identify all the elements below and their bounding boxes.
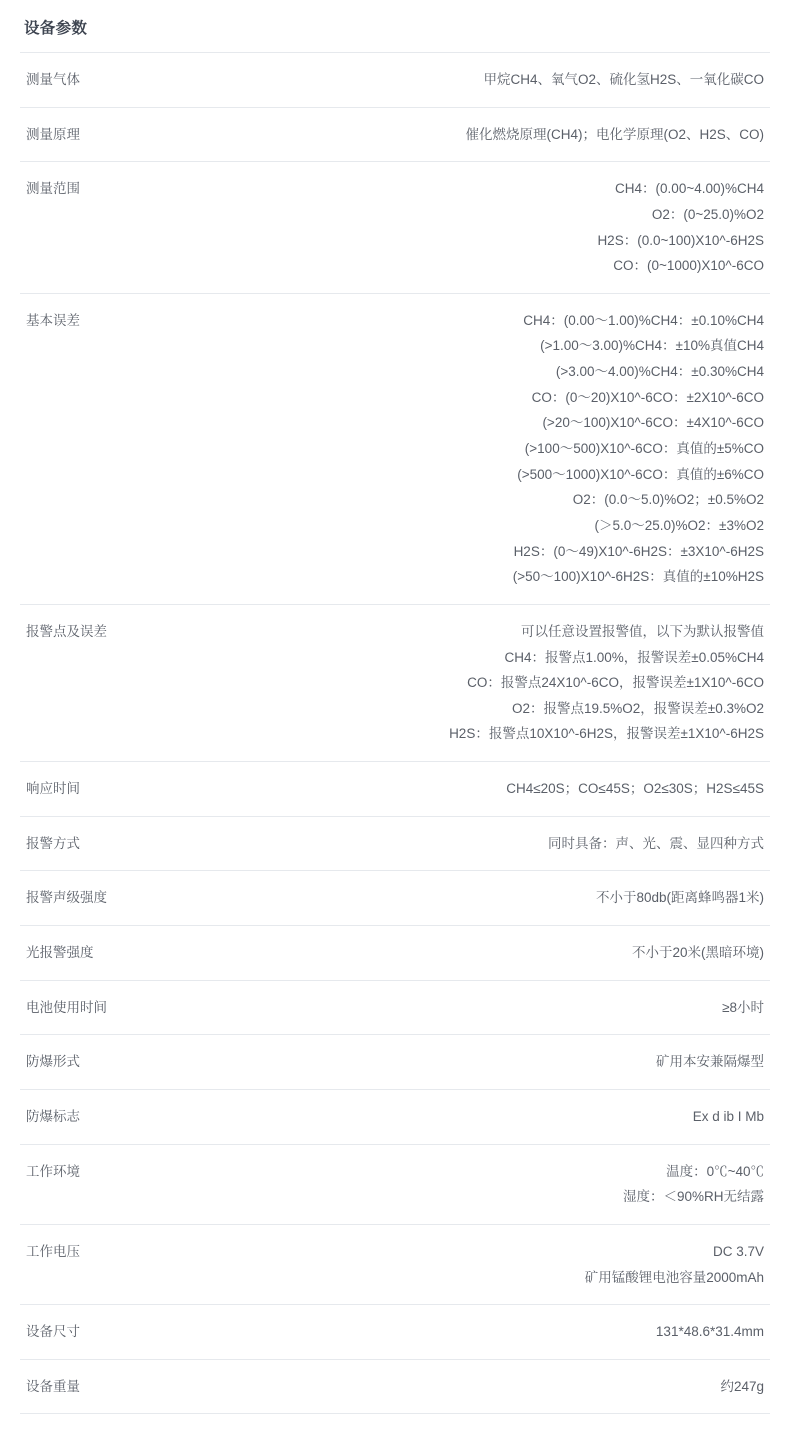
parameter-value xyxy=(220,816,770,871)
table-row xyxy=(20,871,770,926)
table-row xyxy=(20,162,770,294)
parameter-value-line: H2S：报警点10X10^-6H2S，报警误差±1X10^-6H2S xyxy=(449,726,764,742)
table-body xyxy=(20,53,770,1414)
parameter-value-line: O2：报警点19.5%O2，报警误差±0.3%O2 xyxy=(512,700,764,716)
parameter-label: 光报警强度 xyxy=(26,945,94,961)
parameter-value-line: (>3.00～4.00)%CH4：±0.30%CH4 xyxy=(555,364,764,380)
parameter-value-line: O2：(0~25.0)%O2 xyxy=(651,206,764,222)
parameter-value xyxy=(220,293,770,604)
parameter-label: 设备尺寸 xyxy=(26,1324,80,1340)
parameter-label: 基本误差 xyxy=(26,312,80,328)
parameter-value xyxy=(220,1144,770,1224)
parameter-value xyxy=(220,1089,770,1144)
parameter-value-line: (＞5.0～25.0)%O2：±3%O2 xyxy=(594,517,764,533)
table-row xyxy=(20,107,770,162)
page-title: 设备参数 xyxy=(24,20,88,37)
table-row xyxy=(20,816,770,871)
parameter-label: 防爆标志 xyxy=(26,1108,80,1124)
parameter-value-line: (>1.00～3.00)%CH4：±10%真值CH4 xyxy=(540,338,764,354)
parameter-value xyxy=(220,1035,770,1090)
parameter-value-line: 同时具备：声、光、震、显四种方式 xyxy=(548,835,764,851)
parameter-label: 工作环境 xyxy=(26,1163,80,1179)
table-row xyxy=(20,1224,770,1304)
parameter-value-line: CH4：(0.00～1.00)%CH4：±0.10%CH4 xyxy=(523,312,764,328)
parameter-value-line: (>20～100)X10^-6CO：±4X10^-6CO xyxy=(542,415,764,431)
table-row xyxy=(20,1359,770,1414)
parameter-label: 响应时间 xyxy=(26,781,80,797)
parameter-value xyxy=(220,53,770,108)
parameter-value-line: CH4≤20S；CO≤45S；O2≤30S；H2S≤45S xyxy=(506,781,764,797)
table-row xyxy=(20,1305,770,1360)
parameter-value-line: 不小于20米(黑暗环境) xyxy=(631,945,764,961)
parameter-label: 防爆形式 xyxy=(26,1054,80,1070)
parameter-value xyxy=(220,926,770,981)
parameter-value-line: 不小于80db(距离蜂鸣器1米) xyxy=(595,890,764,906)
parameter-value-line: (>100～500)X10^-6CO：真值的±5%CO xyxy=(524,441,764,457)
table-row xyxy=(20,1035,770,1090)
parameter-value xyxy=(220,604,770,761)
table-row xyxy=(20,1089,770,1144)
parameter-value-line: 131*48.6*31.4mm xyxy=(655,1324,764,1340)
parameter-value xyxy=(220,1224,770,1304)
parameter-label: 工作电压 xyxy=(26,1243,80,1259)
parameter-value xyxy=(220,1359,770,1414)
parameter-label: 测量范围 xyxy=(26,181,80,197)
parameter-value-line: H2S：(0.0~100)X10^-6H2S xyxy=(597,232,764,248)
parameter-value xyxy=(220,762,770,817)
parameter-value-line: CH4：(0.00~4.00)%CH4 xyxy=(615,181,764,197)
parameter-value-line: CH4：报警点1.00%，报警误差±0.05%CH4 xyxy=(504,649,764,665)
table-row xyxy=(20,762,770,817)
parameter-value-line: (>500～1000)X10^-6CO：真值的±6%CO xyxy=(517,466,764,482)
table-row xyxy=(20,293,770,604)
parameter-value-line: Ex d ib I Mb xyxy=(692,1108,764,1124)
table-row xyxy=(20,926,770,981)
parameter-value xyxy=(220,871,770,926)
parameter-value xyxy=(220,1305,770,1360)
parameter-label: 测量气体 xyxy=(26,72,80,87)
parameter-value-line: (>50～100)X10^-6H2S：真值的±10%H2S xyxy=(512,569,764,585)
parameter-value-line: 温度：0℃~40℃ xyxy=(666,1163,764,1179)
parameter-value-line: 催化燃烧原理(CH4)；电化学原理(O2、H2S、CO) xyxy=(465,126,764,142)
parameter-value-line: CO：(0～20)X10^-6CO：±2X10^-6CO xyxy=(531,389,764,405)
parameter-value-line: DC 3.7V xyxy=(712,1243,764,1259)
table-row xyxy=(20,604,770,761)
table-row xyxy=(20,1144,770,1224)
parameter-label: 测量原理 xyxy=(26,126,80,142)
table-row xyxy=(20,980,770,1035)
parameter-value-line: CO：报警点24X10^-6CO，报警误差±1X10^-6CO xyxy=(467,675,764,691)
parameter-value-line: O2：(0.0～5.0)%O2；±0.5%O2 xyxy=(572,492,764,508)
parameter-value-line: 矿用本安兼隔爆型 xyxy=(656,1054,764,1070)
parameter-label: 报警方式 xyxy=(26,835,80,851)
parameter-label: 报警点及误差 xyxy=(26,623,107,639)
parameter-value xyxy=(220,980,770,1035)
parameter-label: 电池使用时间 xyxy=(26,999,107,1015)
parameter-label: 设备重量 xyxy=(26,1378,80,1394)
parameter-label: 报警声级强度 xyxy=(26,890,107,906)
parameter-value-line: 约247g xyxy=(720,1378,764,1394)
parameter-value-line: 甲烷CH4、氧气O2、硫化氢H2S、一氧化碳CO xyxy=(483,72,764,87)
parameter-value-line: 矿用锰酸锂电池容量2000mAh xyxy=(584,1269,764,1285)
parameter-value-line: CO：(0~1000)X10^-6CO xyxy=(613,258,764,274)
table-row xyxy=(20,53,770,108)
parameter-value-line: 湿度：＜90%RH无结露 xyxy=(622,1189,764,1205)
parameter-value-line: H2S：(0～49)X10^-6H2S：±3X10^-6H2S xyxy=(513,543,764,559)
parameter-value xyxy=(220,107,770,162)
parameter-value-line: 可以任意设置报警值，以下为默认报警值 xyxy=(521,623,764,639)
parameter-value-line: ≥8小时 xyxy=(722,999,764,1015)
device-parameters-table xyxy=(20,52,770,1414)
parameter-value xyxy=(220,162,770,294)
